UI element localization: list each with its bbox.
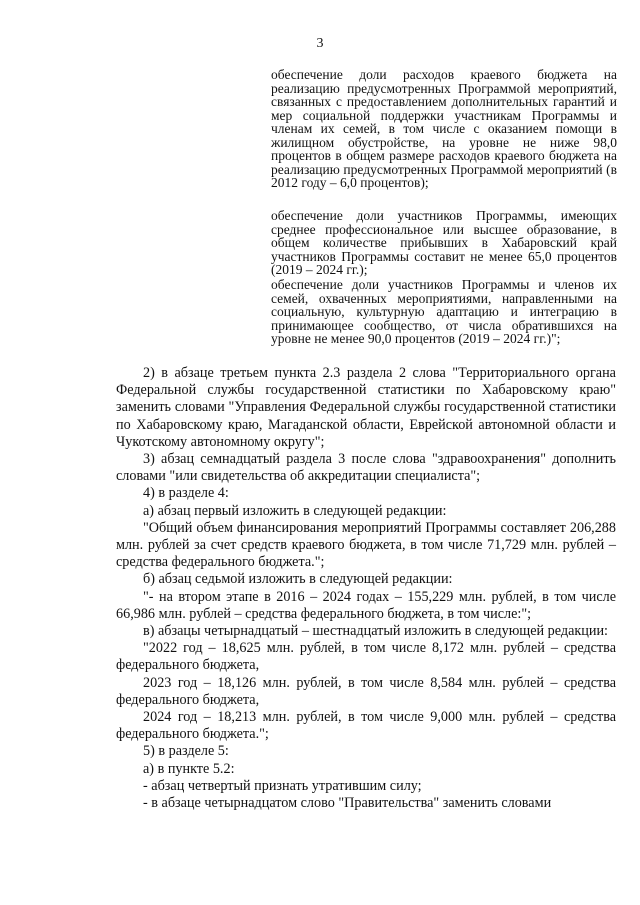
paragraph: а) в пункте 5.2: xyxy=(143,760,235,777)
quoted-item-text: обеспечение доли участников Программы и членов их семей, охваченных мероприятиями, направленными на социальную, культурную адаптацию и интеграцию в принимающее сообщество, от числа обратившихся на уровне не менее 90,0 процентов (2019 – 2024 гг.)"; xyxy=(271,277,617,346)
paragraph: "Общий объем финансирования мероприятий Программы составляет 206,288 млн. рублей за счет средств краевого бюджета, в том числе 71,729 млн. рублей – средства федерального бюджета."; xyxy=(116,519,616,571)
quoted-item-3 xyxy=(271,278,617,346)
paragraph: 2024 год – 18,213 млн. рублей, в том числе 9,000 млн. рублей – средства федерального бюджета."; xyxy=(116,709,616,743)
paragraph: - в абзаце четырнадцатом слово "Правительства" заменить словами xyxy=(143,795,552,812)
quoted-item-text: обеспечение доли участников Программы, имеющих среднее профессиональное или высшее образование, в общем количестве прибывших в Хабаровский край участников Программы составит не менее 65,0 процентов (2019 – 2024 гг.); xyxy=(271,208,617,277)
quoted-item-text: обеспечение доли расходов краевого бюджета на реализацию предусмотренных Программой мероприятий, связанных с предоставлением дополнительных гарантий и мер социальной поддержки участникам Программы и членам их семей, в том числе с оказанием помощи в жилищном обустройстве, на уровне не ниже 98,0 процентов в общем размере расходов краевого бюджета на реализацию предусмотренных Программой мероприятий (в 2012 году – 6,0 процентов); xyxy=(271,67,617,190)
paragraph: "2022 год – 18,625 млн. рублей, в том числе 8,172 млн. рублей – средства федерального бюджета, xyxy=(116,640,616,674)
page-number: 3 xyxy=(316,36,324,51)
quoted-item-1 xyxy=(271,68,617,190)
paragraph: а) абзац первый изложить в следующей редакции: xyxy=(143,502,447,519)
paragraph: 4) в разделе 4: xyxy=(143,485,229,502)
paragraph: "- на втором этапе в 2016 – 2024 годах – 155,229 млн. рублей, в том числе 66,986 млн. рублей – средства федерального бюджета, в том числе:"; xyxy=(116,588,616,622)
paragraph: 2) в абзаце третьем пункта 2.3 раздела 2 слова "Территориального органа Федеральной службы государственной статистики по Хабаровскому краю" заменить словами "Управления Федеральной службы государственной статистики по Хабаровскому краю, Магаданской области, Еврейской автономной области и Чукотскому автономному округу"; xyxy=(116,365,616,450)
main-text xyxy=(116,365,616,812)
paragraph: 2023 год – 18,126 млн. рублей, в том числе 8,584 млн. рублей – средства федерального бюджета, xyxy=(116,674,616,708)
paragraph: в) абзацы четырнадцатый – шестнадцатый изложить в следующей редакции: xyxy=(143,623,608,640)
paragraph: - абзац четвертый признать утратившим силу; xyxy=(143,777,422,794)
paragraph: 3) абзац семнадцатый раздела 3 после слова "здравоохранения" дополнить словами "или свидетельства об аккредитации специалиста"; xyxy=(116,451,616,485)
quoted-item-2 xyxy=(271,209,617,277)
paragraph: б) абзац седьмой изложить в следующей редакции: xyxy=(143,571,453,588)
paragraph: 5) в разделе 5: xyxy=(143,743,229,760)
